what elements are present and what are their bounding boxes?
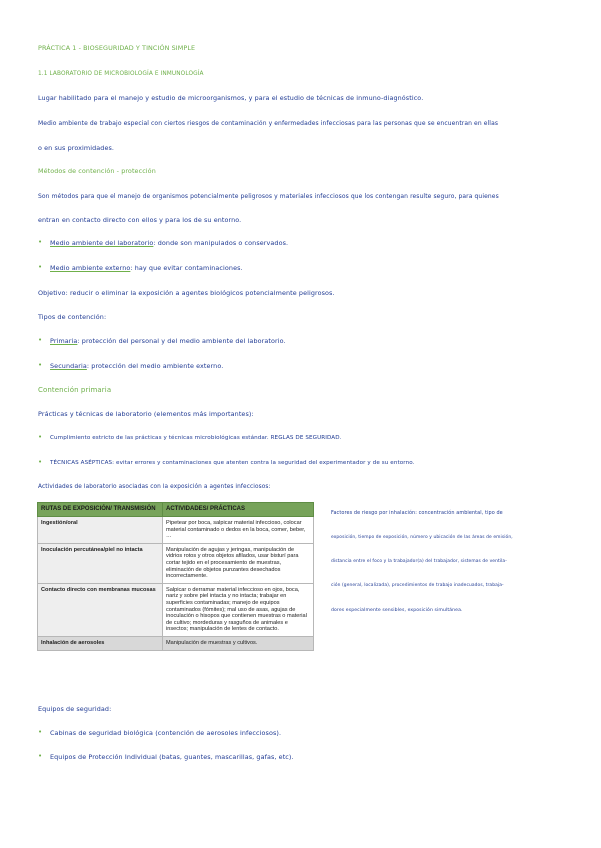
- activity-cell: Manipulación de muestras y cultivos.: [163, 636, 314, 650]
- column-header-activities: ACTIVIDADES/ PRÁCTICAS: [163, 503, 314, 517]
- bullet-text: : hay que evitar contaminaciones.: [130, 264, 243, 272]
- intro-line-1: Lugar habilitado para el manejo y estudio de microorganismos, y para el estudio de técnicas de inmuno-diagnóstico.: [38, 94, 424, 102]
- primary-intro: Prácticas y técnicas de laboratorio (elementos más importantes):: [38, 410, 254, 418]
- types-heading: Tipos de contención:: [38, 313, 107, 321]
- bullet-dot: •: [38, 238, 43, 246]
- table-row: [38, 517, 314, 544]
- containment-paragraph-1: Son métodos para que el manejo de organismos potencialmente peligrosos y materiales infecciosos que los contengan resulte seguro, para quienes: [38, 193, 499, 200]
- bullet-dot: •: [38, 458, 43, 466]
- table-header-row: [38, 503, 314, 517]
- bullet-term: Medio ambiente del laboratorio: [50, 239, 154, 247]
- bullet-dot: •: [38, 433, 43, 441]
- primary-bullet-standards: Cumplimiento estricto de las prácticas y técnicas microbiológicas estándar. REGLAS DE SEGURIDAD.: [50, 435, 342, 441]
- bullet-dot: •: [38, 752, 43, 760]
- page-title: PRÁCTICA 1 - BIOSEGURIDAD Y TINCIÓN SIMPLE: [38, 44, 196, 52]
- route-cell: Inhalación de aerosoles: [38, 636, 163, 650]
- route-cell: Contacto directo con membranas mucosas: [38, 583, 163, 636]
- type-term: Primaria: [50, 337, 78, 345]
- column-header-routes: RUTAS DE EXPOSICIÓN/ TRANSMISIÓN: [38, 503, 163, 517]
- primary-bullet-aseptic: TÉCNICAS ASÉPTICAS: evitar errores y contaminaciones que atenten contra la seguridad del experimentador y de su entorno.: [50, 460, 415, 466]
- note-line: distancia entre el foco y la trabajador(a) del trabajador, sistemas de ventila-: [331, 559, 507, 564]
- bullet-dot: •: [38, 336, 43, 344]
- note-line: exposición, tiempo de exposición, número y ubicación de las áreas de emisión,: [331, 535, 513, 540]
- bullet-lab-environment: [50, 239, 288, 248]
- type-secondary: [50, 362, 223, 371]
- type-text: : protección del medio ambiente externo.: [86, 362, 224, 370]
- route-cell: Ingestión/oral: [38, 517, 163, 544]
- activity-cell: Manipulación de agujas y jeringas, manipulación de vidrios rotos y otros objetos afilados, usar bisturí para cortar tejido en el procesamiento de muestras, eliminación de objetos punzantes desechados incorrectamente.: [163, 543, 314, 583]
- equipment-heading: Equipos de seguridad:: [38, 705, 112, 713]
- activity-cell: Pipetear por boca, salpicar material infeccioso, colocar material contaminado o dedos en la boca, comer, beber, …: [163, 517, 314, 544]
- bullet-term: Medio ambiente externo: [50, 264, 131, 272]
- type-text: : protección del personal y del medio ambiente del laboratorio.: [77, 337, 286, 345]
- equipment-bullet-cabinets: Cabinas de seguridad biológica (contención de aerosoles infecciosos).: [50, 729, 282, 737]
- equipment-bullet-ppe: Equipos de Protección Individual (batas, guantes, mascarillas, gafas, etc).: [50, 753, 294, 761]
- bullet-text: : donde son manipulados o conservados.: [153, 239, 289, 247]
- type-term: Secundaria: [50, 362, 87, 370]
- note-line: dores especialmente sensibles, exposición simultánea.: [331, 608, 463, 613]
- type-primary: [50, 337, 286, 346]
- note-line: ción (general, localizada), procedimientos de trabajo inadecuados, trabaja-: [331, 583, 504, 588]
- table-row: [38, 583, 314, 636]
- table-row: [38, 636, 314, 650]
- table-row: [38, 543, 314, 583]
- bullet-dot: •: [38, 263, 43, 271]
- exposure-routes-table: [37, 502, 314, 651]
- route-cell: Inoculación percutánea/piel no intacta: [38, 543, 163, 583]
- activities-line: Actividades de laboratorio asociadas con la exposición a agentes infecciosos:: [38, 484, 271, 490]
- section-subtitle: 1.1 LABORATORIO DE MICROBIOLOGÍA E INMUNOLOGÍA: [38, 71, 204, 77]
- bullet-dot: •: [38, 361, 43, 369]
- containment-heading: Métodos de contención - protección: [38, 167, 156, 175]
- bullet-external-environment: [50, 264, 243, 273]
- note-line: Factores de riesgo por inhalación: concentración ambiental, tipo de: [331, 510, 503, 516]
- objective-line: Objetivo: reducir o eliminar la exposición a agentes biológicos potencialmente peligrosos.: [38, 289, 335, 297]
- intro-line-3: o en sus proximidades.: [38, 144, 115, 152]
- containment-paragraph-2: entran en contacto directo con ellos y para los de su entorno.: [38, 216, 242, 224]
- bullet-dot: •: [38, 728, 43, 736]
- intro-line-2: Medio ambiente de trabajo especial con ciertos riesgos de contaminación y enfermedades infecciosas para las personas que se encuentran en ellas: [38, 120, 499, 127]
- primary-containment-heading: Contención primaria: [38, 386, 112, 394]
- activity-cell: Salpicar o derramar material infeccioso en ojos, boca, nariz y sobre piel intacta y no intacta; trabajar en superficies contaminadas; manejo de equipos contaminados (fómites); mal uso de asas, agujas de inoculación o hisopos que contienen muestras o material de cultivo; mordeduras y rasguños de animales e insectos; manipulación de lentes de contacto.: [163, 583, 314, 636]
